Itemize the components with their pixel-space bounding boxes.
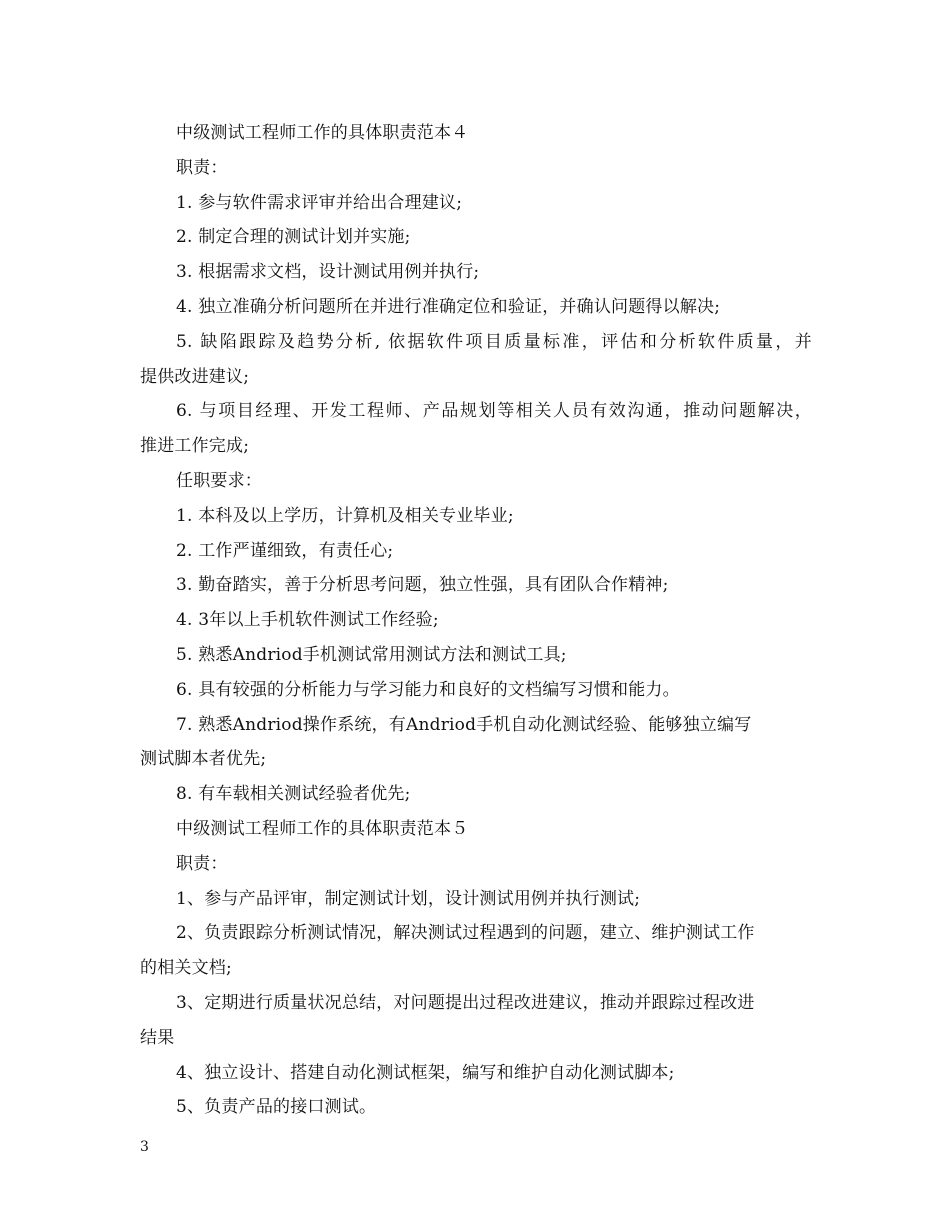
paragraph-line-continued: 结果 [140, 1027, 175, 1048]
paragraph-line: 4、独立设计、搭建自动化测试框架，编写和维护自动化测试脚本; [176, 1062, 675, 1083]
page-number: 3 [140, 1139, 149, 1155]
paragraph-line: 4. 3年以上手机软件测试工作经验; [176, 610, 439, 631]
section-title: 中级测试工程师工作的具体职责范本４ [176, 123, 469, 143]
paragraph-line: 3. 勤奋踏实，善于分析思考问题，独立性强，具有团队合作精神; [176, 575, 669, 596]
paragraph-line-continued: 的相关文档; [140, 958, 232, 979]
paragraph-line: 7. 熟悉Andriod操作系统，有Andriod手机自动化测试经验、能够独立编写 [176, 714, 752, 735]
paragraph-line-continued: 推进工作完成; [140, 436, 250, 457]
section-heading: 职责： [176, 853, 228, 874]
paragraph-line: 1. 参与软件需求评审并给出合理建议; [176, 192, 463, 213]
paragraph-line: 2. 工作严谨细致，有责任心; [176, 540, 394, 561]
paragraph-line-continued: 测试脚本者优先; [140, 749, 267, 770]
paragraph-line-continued: 提供改进建议; [140, 366, 250, 387]
section-heading: 职责： [176, 157, 228, 178]
paragraph-line: 5. 熟悉Andriod手机测试常用测试方法和测试工具; [176, 644, 567, 665]
paragraph-line: 8. 有车载相关测试经验者优先; [176, 784, 411, 805]
paragraph-line: 6. 与项目经理、开发工程师、产品规划等相关人员有效沟通，推动问题解决， [176, 401, 812, 422]
paragraph-line: 2、负责跟踪分析测试情况，解决测试过程遇到的问题，建立、维护测试工作 [176, 923, 755, 944]
paragraph-line: 3、定期进行质量状况总结，对问题提出过程改进建议，推动并跟踪过程改进 [176, 992, 755, 1013]
section-title: 中级测试工程师工作的具体职责范本５ [176, 818, 469, 839]
paragraph-line: 1、参与产品评审，制定测试计划，设计测试用例并执行测试; [176, 888, 641, 909]
paragraph-line: 5、负责产品的接口测试。 [176, 1097, 377, 1118]
paragraph-line: 4. 独立准确分析问题所在并进行准确定位和验证，并确认问题得以解决; [176, 296, 721, 317]
section-heading: 任职要求： [176, 470, 262, 491]
paragraph-line: 2. 制定合理的测试计划并实施; [176, 227, 411, 248]
document-body [140, 116, 812, 1125]
paragraph-line: 1. 本科及以上学历，计算机及相关专业毕业; [176, 505, 514, 526]
paragraph-line: 6. 具有较强的分析能力与学习能力和良好的文档编写习惯和能力。 [176, 679, 680, 700]
paragraph-line: 5. 缺陷跟踪及趋势分析, 依据软件项目质量标准，评估和分析软件质量，并 [176, 331, 812, 352]
paragraph-line: 3. 根据需求文档，设计测试用例并执行; [176, 262, 480, 283]
